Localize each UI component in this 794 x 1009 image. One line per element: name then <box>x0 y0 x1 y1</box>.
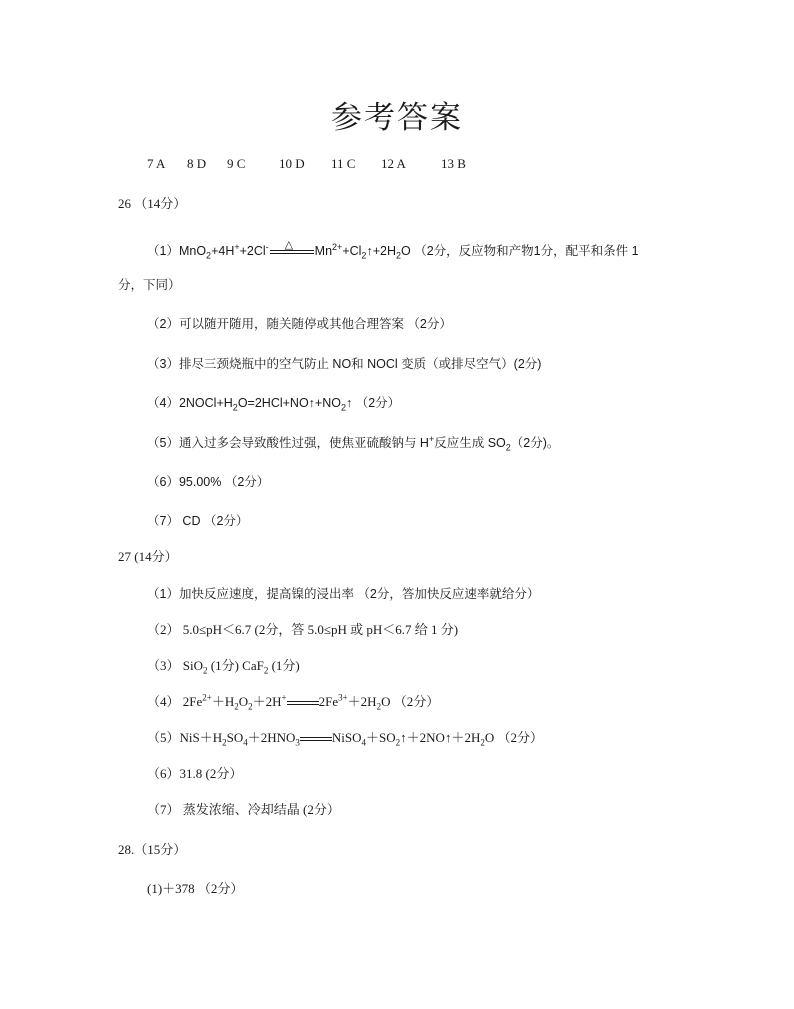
q26-part4: $(4)2NOCl+H_2O=2HCl+NO↑+NO_2↑$ （2分） <box>147 396 401 413</box>
q27-header: 27 (14分） <box>118 549 178 564</box>
q26-part5: （5）通入过多会导致酸性过强，使焦亚硫酸钠与 H+反应生成 $SO_2(2$分)。 <box>147 433 560 453</box>
q26-part1-cont: 分，下同） <box>118 278 181 292</box>
q26-part2: （2）可以随开随用，随关随停或其他合理答案 （2分） <box>147 317 452 331</box>
q26-part3: （3）排尽三颈烧瓶中的空气防止 NO和 NOCl 变质（或排尽空气）(2分) <box>147 357 542 371</box>
page-title: 参考答案 <box>331 100 463 136</box>
q26-part1: （1）MnO$_2$+4H++2Cl- △ $Mn^{2+}+Cl_2↑+2H_2O$ （2分，反应物和产物1分，配平和条件 1 <box>147 238 639 261</box>
heat-equilibrium-sign: △ <box>270 246 314 258</box>
mc-item: 9 C <box>227 156 246 171</box>
q28-header: 28.（15分） <box>118 842 187 857</box>
equals-sign <box>287 698 319 708</box>
mc-item: 12 A <box>381 156 406 171</box>
q26-part7: （7） CD （2分） <box>147 514 249 528</box>
q27-part1: （1）加快反应速度，提高镍的浸出率 （2分，答加快反应速率就给分） <box>147 587 540 601</box>
q26-header: 26 （14分） <box>118 196 187 211</box>
q27-part2: （2） 5.0≤pH＜6.7 (2分，答 5.0≤pH 或 pH＜6.7 给 1 分) <box>147 622 459 637</box>
q28-part1: (1)＋378 （2分） <box>147 881 244 896</box>
mc-item: 13 B <box>441 156 466 171</box>
mc-item: 10 D <box>279 156 305 171</box>
mc-item: 8 D <box>187 156 207 171</box>
q27-part7: （7） 蒸发浓缩、冷却结晶 (2分） <box>147 802 340 817</box>
mc-item: 7 A <box>147 156 166 171</box>
equals-sign <box>300 734 332 744</box>
q26-part6: （6）95.00% （2分） <box>147 475 270 489</box>
q27-part5: $(5)NiS+H_2SO_4+2HNO_3$ $NiSO_4+SO_2↑+2NO↑+2H_2O$ （2分） <box>147 730 543 748</box>
q27-part4: （4） $2Fe^{2+}+H_2O_2+2H^+$ $2Fe^{3+}+2H_2O$ （2分） <box>147 692 440 712</box>
q27-part3: （3） SiO$_2$ (1分) CaF$_2$ (1分) <box>147 658 300 676</box>
mc-item: 11 C <box>331 156 356 171</box>
q27-part6: （6）31.8 (2分） <box>147 766 243 781</box>
mc-answers <box>147 155 481 173</box>
